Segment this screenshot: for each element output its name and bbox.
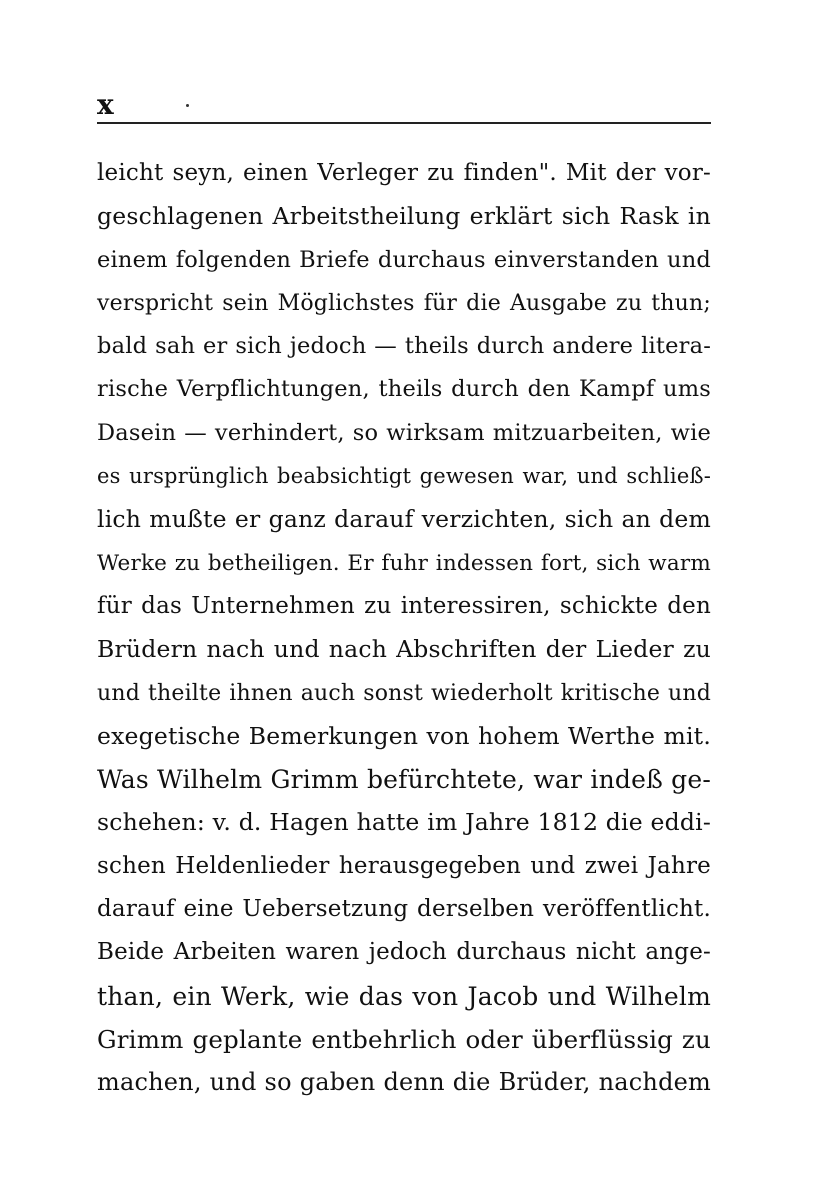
text-line: than, ein Werk, wie das von Jacob und Wilhelm	[97, 981, 711, 1011]
text-line: Grimm geplante entbehrlich oder überflüssig zu	[97, 1024, 711, 1054]
text-line: bald sah er sich jedoch — theils durch andere litera-	[97, 333, 711, 360]
text-line: Beide Arbeiten waren jedoch durchaus nicht ange-	[97, 939, 711, 966]
header-rule	[97, 122, 711, 124]
text-line: Werke zu betheiligen. Er fuhr indessen fort, sich warm	[97, 550, 711, 576]
text-line: für das Unternehmen zu interessiren, schickte den	[97, 592, 711, 619]
text-line: Brüdern nach und nach Abschriften der Lieder zu	[97, 635, 711, 664]
text-line: Was Wilhelm Grimm befürchtete, war indeß ge-	[97, 765, 711, 795]
text-line: verspricht sein Möglichstes für die Ausgabe zu thun;	[97, 290, 711, 316]
text-line: es ursprünglich beabsichtigt gewesen war, und schließ-	[97, 464, 711, 489]
header-dot	[186, 104, 189, 107]
text-line: geschlagenen Arbeitstheilung erklärt sich Rask in	[97, 202, 711, 231]
text-line: einem folgenden Briefe durchaus einverstanden und	[97, 246, 711, 273]
text-line: schen Heldenlieder herausgegeben und zwei Jahre	[97, 852, 711, 879]
text-line: rische Verpflichtungen, theils durch den Kampf ums	[97, 376, 711, 403]
text-line: exegetische Bemerkungen von hohem Werthe mit.	[97, 721, 711, 750]
text-line: lich mußte er ganz darauf verzichten, sich an dem	[97, 505, 711, 534]
text-line: darauf eine Uebersetzung derselben veröffentlicht.	[97, 896, 711, 923]
page-number: x	[97, 88, 114, 121]
page-header	[97, 88, 711, 128]
text-line: leicht seyn, einen Verleger zu finden". Mit der vor-	[97, 160, 711, 186]
text-line: und theilte ihnen auch sonst wiederholt kritische und	[97, 680, 711, 706]
body-text	[97, 152, 711, 1105]
text-line: machen, und so gaben denn die Brüder, nachdem	[97, 1068, 711, 1097]
text-line: schehen: v. d. Hagen hatte im Jahre 1812 die eddi-	[97, 808, 711, 837]
text-line: Dasein — verhindert, so wirksam mitzuarbeiten, wie	[97, 419, 711, 446]
